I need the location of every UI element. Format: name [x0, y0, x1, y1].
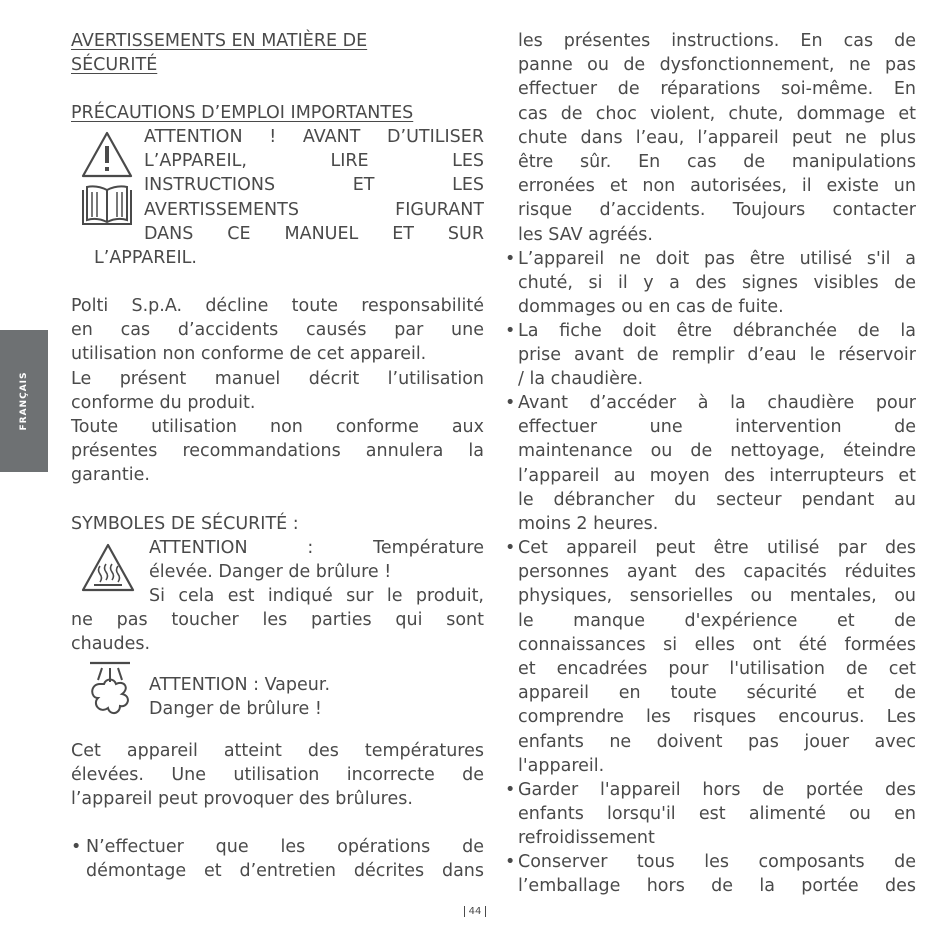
title-line: SÉCURITÉ	[71, 55, 158, 76]
page-number: 44	[0, 906, 950, 917]
steam-warning-text: ATTENTION : Vapeur. Danger de brûlure !	[149, 675, 331, 720]
language-tab	[0, 330, 48, 472]
warning-icon	[80, 130, 134, 180]
symbols-heading: SYMBOLES DE SÉCURITÉ :	[71, 514, 299, 534]
manual-book-icon	[80, 184, 134, 230]
attention-last: L’APPAREIL.	[94, 248, 197, 268]
bullet-marker: •	[505, 780, 516, 800]
bullet-marker: •	[505, 249, 516, 269]
temperature-warning: Cet appareil atteint des températures élevées. Une utilisation incorrecte de l’appareil peut provoquer des brûlures.	[71, 741, 484, 810]
precautions-heading: PRÉCAUTIONS D’EMPLOI IMPORTANTES	[71, 103, 414, 123]
hot-warning-text: ATTENTION : Température élevée. Danger de brûlure ! Si cela est indiqué sur le produit,	[149, 538, 484, 607]
steam-icon	[86, 660, 134, 720]
bullet-children: Garder l'appareil hors de portée des enfants lorsqu'il est alimenté ou en refroidissement	[518, 780, 916, 849]
bullet-reduced-capacity: Cet appareil peut être utilisé par des personnes ayant des capacités réduites physiques, sensorielles ou mentales, ou le manque d'expérience et de connaissances si elles ont été formées et encadrées pour l'utilisation de cet appareil en toute sécurité et de comprendre les risques encourus. Les enfants ne doivent pas jouer avec l'appareil.	[518, 538, 916, 776]
section-title	[71, 29, 484, 77]
bullet-marker: •	[505, 852, 516, 872]
bullet-fall: L’appareil ne doit pas être utilisé s'il a chuté, si il y a des signes visibles de dommages ou en cas de fuite.	[518, 249, 916, 318]
attention-text: ATTENTION ! AVANT D’UTILISER L’APPAREIL, LIRE LES INSTRUCTIONS ET LES AVERTISSEMENTS FIGURANT DANS CE MANUEL ET SUR	[144, 127, 484, 244]
title-line: AVERTISSEMENTS EN MATIÈRE DE	[71, 31, 368, 51]
language-tab-label: FRANÇAIS	[19, 371, 29, 431]
bullet-packaging: Conserver tous les composants de l’emballage hors de la portée des	[518, 852, 916, 897]
bullet-marker: •	[505, 538, 516, 558]
bullet-marker: •	[71, 837, 82, 857]
hot-warning-cont: ne pas toucher les parties qui sont chaudes.	[71, 610, 484, 655]
hot-surface-icon	[80, 542, 136, 594]
bullet-boiler: Avant d’accéder à la chaudière pour effectuer une intervention de maintenance ou de nettoyage, éteindre l’appareil au moyen des interrupteurs et le débrancher du secteur pendant au moins 2 heures.	[518, 393, 916, 534]
polti-disclaimer: Polti S.p.A. décline toute responsabilité en cas d’accidents causés par une utilisation non conforme de cet appareil. Le présent manuel décrit l’utilisation conforme du produit. Toute utilisation non conforme aux présentes recommandations annulera la garantie.	[71, 296, 484, 486]
bullet-marker: •	[505, 393, 516, 413]
bullet-maintenance: N’effectuer que les opérations de démontage et d’entretien décrites dans	[86, 837, 484, 882]
bullet-plug: La fiche doit être débranchée de la prise avant de remplir d’eau le réservoir / la chaudière.	[518, 321, 916, 390]
col2-intro: les présentes instructions. En cas de panne ou de dysfonctionnement, ne pas effectuer de réparations soi-même. En cas de choc violent, chute, dommage et chute dans l’eau, l’appareil peut ne plus être sûr. En cas de manipulations erronées et non autorisées, il existe un risque d’accidents. Toujours contacter les SAV agréés.	[518, 31, 916, 245]
bullet-marker: •	[505, 321, 516, 341]
